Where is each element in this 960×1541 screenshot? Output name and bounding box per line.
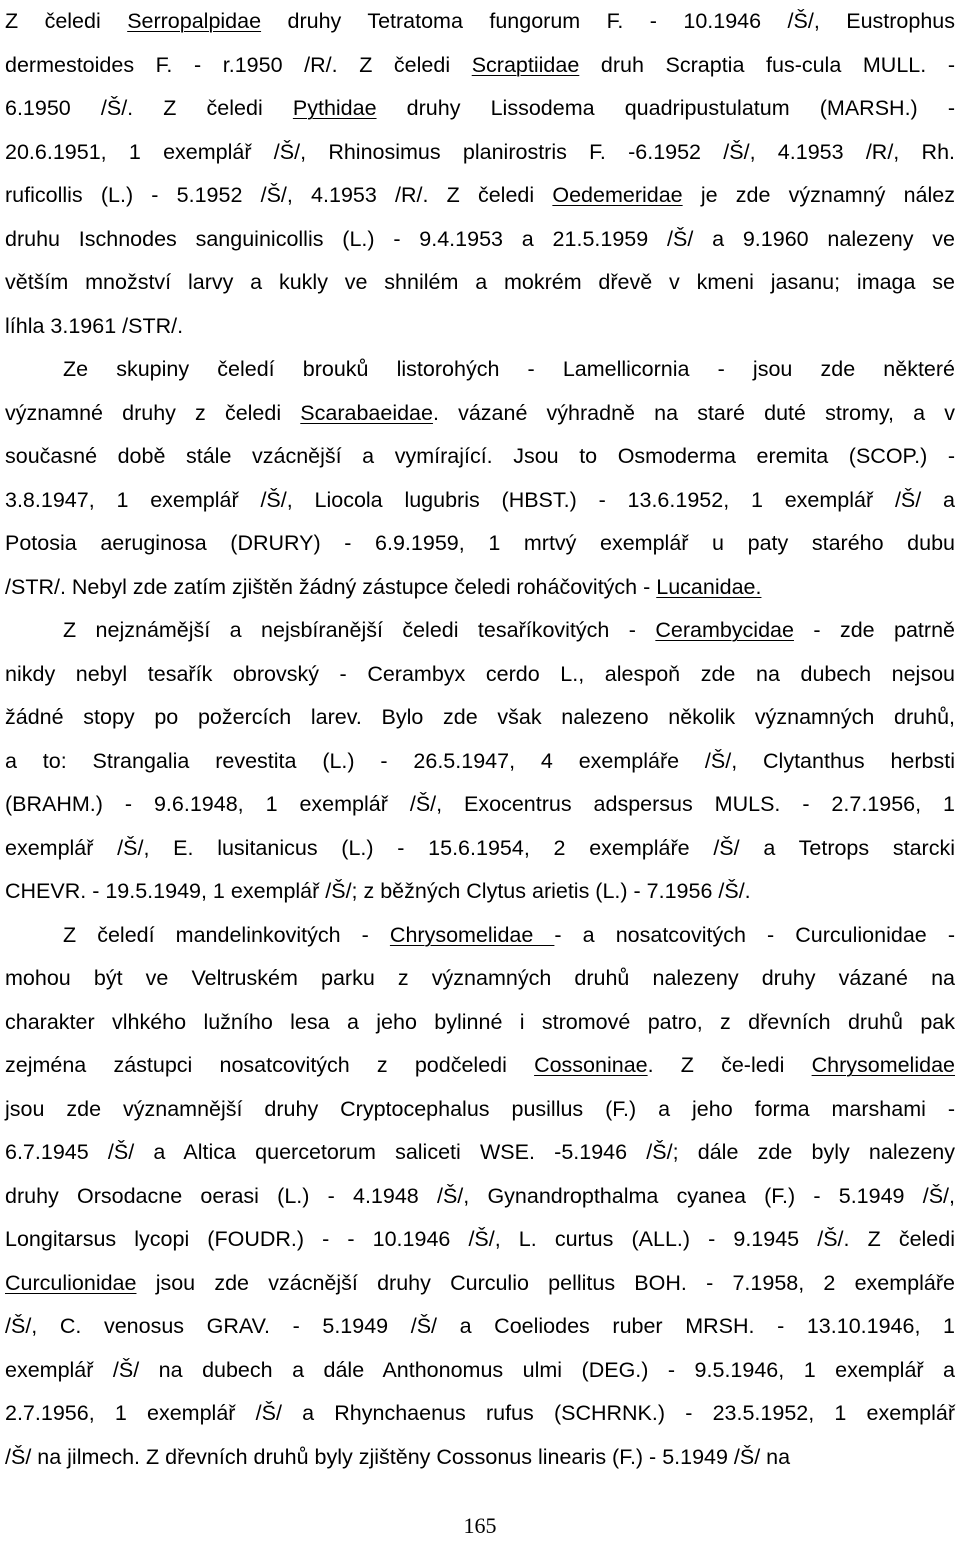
text-line <box>5 566 955 610</box>
taxon-family-name: Cossoninae <box>534 1053 648 1077</box>
text-line <box>5 261 955 305</box>
text-segment: Longitarsus lycopi (FOUDR.) - - 10.1946 /Š/, L. curtus (ALL.) - 9.1945 /Š/. Z čeledi <box>5 1227 955 1251</box>
text-segment: 2.7.1956, 1 exemplář /Š/ a Rhynchaenus rufus (SCHRNK.) - 23.5.1952, 1 exemplář <box>5 1401 955 1425</box>
paragraph-lamellicornia <box>5 348 955 609</box>
text-segment: . vázané výhradně na staré duté stromy, a v <box>432 400 956 425</box>
text-line <box>5 305 955 349</box>
text-segment: Potosia aeruginosa (DRURY) - 6.9.1959, 1 mrtvý exemplář u paty starého dubu <box>5 531 955 555</box>
text-segment: . Z če-ledi <box>647 1053 812 1077</box>
text-line <box>5 783 955 827</box>
text-segment: CHEVR. - 19.5.1949, 1 exemplář /Š/; z běžných Clytus arietis (L.) - 7.1956 /Š/. <box>5 879 751 903</box>
text-line <box>5 479 955 523</box>
text-line <box>5 1305 955 1349</box>
taxon-family-name: Pythidae <box>292 96 377 120</box>
text-line <box>5 174 955 218</box>
text-line <box>5 1131 955 1175</box>
text-line <box>5 131 955 175</box>
taxon-family-name: Oedemeridae <box>552 183 683 207</box>
text-line <box>5 957 955 1001</box>
text-segment: zejména zástupci nosatcovitých z podčeledi <box>5 1053 535 1077</box>
text-line <box>5 348 955 392</box>
taxon-family-name: Scraptiidae <box>471 52 580 77</box>
text-segment: Ze skupiny čeledí brouků listorohých - Lamellicornia - jsou zde některé <box>63 357 955 381</box>
taxon-family-name: Curculionidae <box>5 1270 137 1295</box>
text-line <box>5 1349 955 1393</box>
text-segment: jsou zde významnější druhy Cryptocephalus pusillus (F.) a jeho forma marshami - <box>5 1096 955 1121</box>
text-line <box>5 392 955 436</box>
text-segment: významné druhy z čeledi <box>5 400 301 425</box>
taxon-family-name: Lucanidae. <box>656 574 762 599</box>
text-line <box>5 0 955 44</box>
taxon-family-name: Chrysomelidae <box>389 922 555 947</box>
text-segment: současné době stále vzácnější a vymírající. Jsou to Osmoderma eremita (SCOP.) - <box>5 444 955 468</box>
text-line <box>5 1436 955 1480</box>
text-segment: Z nejznámější a nejsbíranější čeledi tesaříkovitých - <box>63 618 656 642</box>
text-segment: charakter vlhkého lužního lesa a jeho bylinné i stromové patro, z dřevních druhů pak <box>5 1009 955 1034</box>
paragraph-serropalpidae <box>5 0 955 348</box>
text-segment: 6.1950 /Š/. Z čeledi <box>5 96 293 120</box>
taxon-family-name: Cerambycidae <box>655 618 794 642</box>
paragraph-cerambycidae <box>5 609 955 914</box>
text-segment: jsou zde vzácnější druhy Curculio pellitus BOH. - 7.1958, 2 exempláře <box>136 1270 955 1295</box>
text-segment: druhy Orsodacne oerasi (L.) - 4.1948 /Š/, Gynandropthalma cyanea (F.) - 5.1949 /Š/, <box>5 1183 955 1208</box>
text-line <box>5 1218 955 1262</box>
text-line <box>5 1088 955 1132</box>
text-segment: mohou být ve Veltruském parku z významných druhů nalezeny druhy vázané na <box>5 966 955 990</box>
text-line <box>5 87 955 131</box>
text-line <box>5 44 955 88</box>
text-segment: exemplář /Š/ na dubech a dále Anthonomus ulmi (DEG.) - 9.5.1946, 1 exemplář a <box>5 1357 955 1382</box>
text-segment: ruficollis (L.) - 5.1952 /Š/, 4.1953 /R/. Z čeledi <box>5 183 553 207</box>
text-line <box>5 914 955 958</box>
text-line <box>5 435 955 479</box>
text-line <box>5 653 955 697</box>
text-segment: žádné stopy po požercích larev. Bylo zde však nalezeno několik významných druhů, <box>5 705 955 729</box>
text-line <box>5 870 955 914</box>
taxon-family-name: Scarabaeidae <box>300 400 433 425</box>
text-segment: /Š/ na jilmech. Z dřevních druhů byly zjištěny Cossonus linearis (F.) - 5.1949 /Š/ na <box>5 1444 791 1469</box>
taxon-family-name: Chrysomelidae <box>811 1053 955 1077</box>
text-line <box>5 696 955 740</box>
text-line <box>5 218 955 262</box>
page-number: 165 <box>463 1513 497 1538</box>
text-line <box>5 1175 955 1219</box>
text-segment: 6.7.1945 /Š/ a Altica quercetorum saliceti WSE. -5.1946 /Š/; dále zde byly nalezeny <box>5 1140 955 1164</box>
text-segment: exemplář /Š/, E. lusitanicus (L.) - 15.6.1954, 2 exempláře /Š/ a Tetrops starcki <box>5 835 955 860</box>
text-segment: líhla 3.1961 /STR/. <box>5 313 184 338</box>
paragraph-chrysomelidae-curculionidae <box>5 914 955 1480</box>
text-segment: druhy Lissodema quadripustulatum (MARSH.) - <box>376 96 955 120</box>
document-body <box>5 0 955 1479</box>
text-segment: dermestoides F. - r.1950 /R/. Z čeledi <box>5 52 472 77</box>
taxon-family-name: Serropalpidae <box>127 9 262 33</box>
text-segment: druhu Ischnodes sanguinicollis (L.) - 9.4.1953 a 21.5.1959 /Š/ a 9.1960 nalezeny ve <box>5 226 955 251</box>
text-segment: Z čeledi <box>5 9 128 33</box>
text-line <box>5 827 955 871</box>
text-segment: nikdy nebyl tesařík obrovský - Cerambyx cerdo L., alespoň zde na dubech nejsou <box>5 661 955 686</box>
text-segment: /STR/. Nebyl zde zatím zjištěn žádný zástupce čeledi roháčovitých - <box>5 574 657 599</box>
text-segment: druh Scraptia fus-cula MULL. - <box>579 52 955 77</box>
text-segment: Z čeledí mandelinkovitých - <box>63 922 390 947</box>
text-segment: větším množství larvy a kukly ve shnilém a mokrém dřevě v kmeni jasanu; imaga se <box>5 270 955 294</box>
text-line <box>5 740 955 784</box>
text-line <box>5 1044 955 1088</box>
text-segment: 3.8.1947, 1 exemplář /Š/, Liocola lugubris (HBST.) - 13.6.1952, 1 exemplář /Š/ a <box>5 487 955 512</box>
text-line <box>5 1001 955 1045</box>
text-line <box>5 609 955 653</box>
text-segment: 20.6.1951, 1 exemplář /Š/, Rhinosimus planirostris F. -6.1952 /Š/, 4.1953 /R/, Rh. <box>5 139 955 164</box>
text-segment: - zde patrně <box>793 618 955 642</box>
text-line <box>5 1392 955 1436</box>
text-line <box>5 522 955 566</box>
text-line <box>5 1262 955 1306</box>
text-segment: /Š/, C. venosus GRAV. - 5.1949 /Š/ a Coeliodes ruber MRSH. - 13.10.1946, 1 <box>5 1314 955 1338</box>
text-segment: je zde významný nález <box>682 183 955 207</box>
text-segment: (BRAHM.) - 9.6.1948, 1 exemplář /Š/, Exocentrus adspersus MULS. - 2.7.1956, 1 <box>5 792 955 816</box>
text-segment: - a nosatcovitých - Curculionidae - <box>554 922 955 947</box>
text-segment: druhy Tetratoma fungorum F. - 10.1946 /Š/, Eustrophus <box>261 9 955 33</box>
text-segment: a to: Strangalia revestita (L.) - 26.5.1947, 4 exempláře /Š/, Clytanthus herbsti <box>5 748 955 773</box>
